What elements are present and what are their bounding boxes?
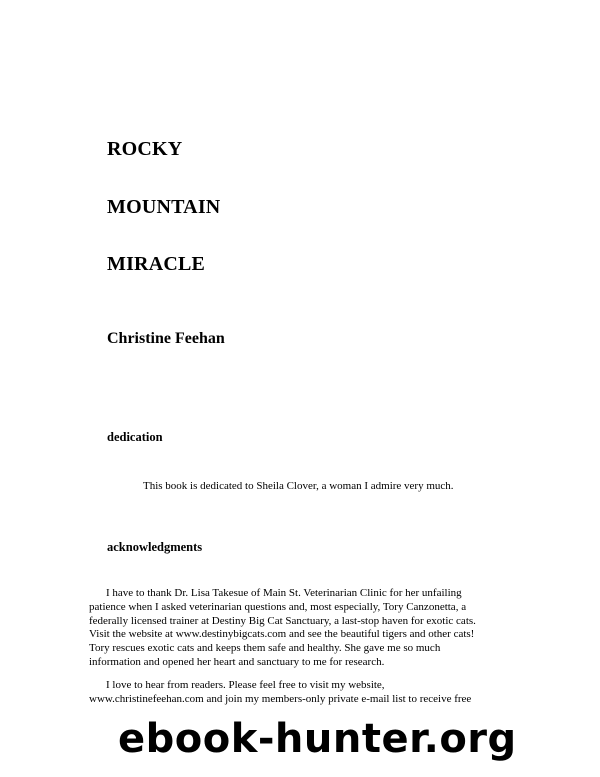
paragraph-line: patience when I asked veterinarian questions and, most especially, Tory Canzonetta, a — [89, 600, 467, 613]
acknowledgments-paragraph-1 — [89, 587, 529, 670]
paragraph-line: federally licensed trainer at Destiny Big Cat Sanctuary, a last-stop haven for exotic cats. — [89, 614, 476, 627]
paragraph-line: www.christinefeehan.com and join my members-only private e-mail list to receive free — [89, 692, 472, 705]
book-title-line-3: MIRACLE — [107, 253, 206, 275]
paragraph-line: Visit the website at www.destinybigcats.com and see the beautiful tigers and other cats! — [89, 628, 475, 641]
author-name: Christine Feehan — [107, 330, 225, 347]
paragraph-line: I have to thank Dr. Lisa Takesue of Main St. Veterinarian Clinic for her unfailing — [106, 587, 462, 599]
paragraph-line: information and opened her heart and sanctuary to me for research. — [89, 655, 385, 668]
paragraph-line: I love to hear from readers. Please feel free to visit my website, — [106, 679, 385, 691]
acknowledgments-paragraph-2 — [89, 679, 529, 707]
dedication-heading: dedication — [107, 430, 163, 444]
book-title-line-1: ROCKY — [107, 138, 183, 160]
book-title-line-2: MOUNTAIN — [107, 196, 221, 218]
acknowledgments-heading: acknowledgments — [107, 540, 203, 554]
watermark-text: ebook-hunter.org — [118, 716, 517, 762]
dedication-text: This book is dedicated to Sheila Clover, a woman I admire very much. — [143, 480, 454, 492]
paragraph-line: Tory rescues exotic cats and keeps them safe and healthy. She gave me so much — [89, 642, 441, 655]
